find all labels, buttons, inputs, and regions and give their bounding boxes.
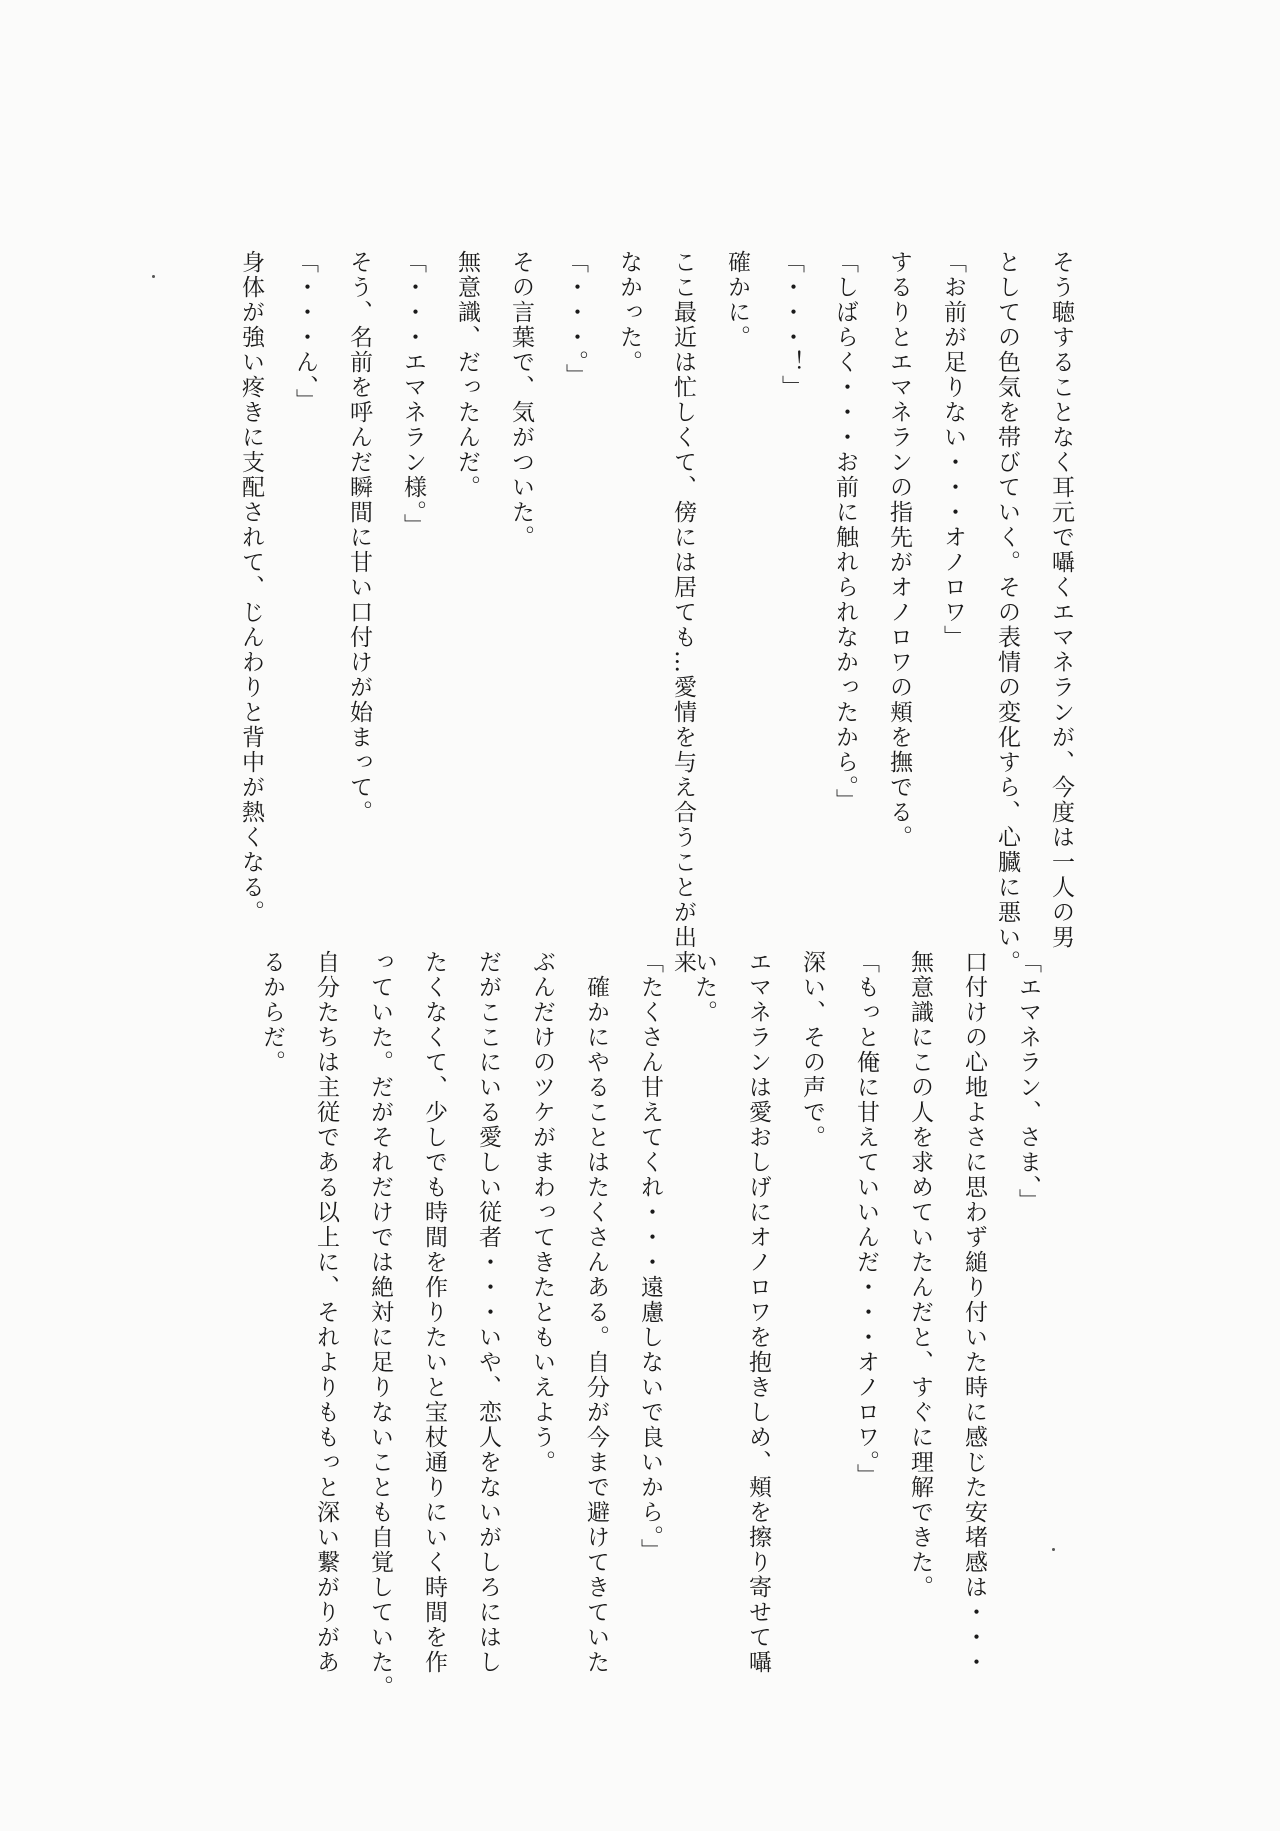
text-line: 確かに。 bbox=[724, 250, 750, 350]
text-line: エマネランは愛おしげにオノロワを抱きしめ、頬を擦り寄せて囁 bbox=[745, 950, 771, 1675]
text-line: 「もっと俺に甘えていいんだ・・・オノロワ。」 bbox=[853, 950, 879, 1489]
text-line: そう聴することなく耳元で囁くエマネランが、今度は一人の男 bbox=[1048, 250, 1074, 950]
lower-text-block bbox=[245, 950, 1055, 1700]
text-line: 口付けの心地よさに思わず縋り付いた時に感じた安堵感は・・・ bbox=[961, 950, 987, 1675]
text-line: 「・・・。」 bbox=[562, 250, 588, 389]
text-line: なかった。 bbox=[616, 250, 642, 375]
text-line: たくなくて、少しでも時間を作りたいと宝杖通りにいく時間を作 bbox=[421, 950, 447, 1675]
text-line: 「お前が足りない・・・オノロワ」 bbox=[940, 250, 966, 650]
text-line: ぶんだけのツケがまわってきたともいえよう。 bbox=[529, 950, 555, 1475]
text-line: だがここにいる愛しい従者・・・いや、恋人をないがしろにはし bbox=[475, 950, 501, 1675]
text-line: 自分たちは主従である以上に、それよりももっと深い繋がりがあ bbox=[313, 950, 339, 1675]
text-line: 「・・・！」 bbox=[778, 250, 804, 400]
text-line: 「たくさん甘えてくれ・・・遠慮しないで良いから。」 bbox=[637, 950, 663, 1564]
text-line: 確かにやることはたくさんある。自分が今まで避けてきていた bbox=[583, 950, 609, 1675]
text-line: そう、名前を呼んだ瞬間に甘い口付けが始まって。 bbox=[346, 250, 372, 825]
text-line: ここ最近は忙しくて、傍には居ても…愛情を与え合うことが出来 bbox=[670, 250, 696, 975]
text-line: 「・・・ん、」 bbox=[292, 250, 318, 414]
text-line: いた。 bbox=[691, 950, 717, 1025]
text-line: 「しばらく・・・お前に触れられなかったから。」 bbox=[832, 250, 858, 814]
text-line: 深い、その声で。 bbox=[799, 950, 825, 1150]
text-line: るからだ。 bbox=[259, 950, 285, 1075]
upper-text-block bbox=[224, 250, 1088, 975]
text-line: するりとエマネランの指先がオノロワの頬を撫でる。 bbox=[886, 250, 912, 850]
text-line: 無意識にこの人を求めていたんだと、すぐに理解できた。 bbox=[907, 950, 933, 1600]
text-line: っていた。だがそれだけでは絶対に足りないことも自覚していた。 bbox=[367, 950, 393, 1700]
text-line: としての色気を帯びていく。その表情の変化すら、心臓に悪い。 bbox=[994, 250, 1020, 975]
text-line: 無意識、だったんだ。 bbox=[454, 250, 480, 500]
text-line: 身体が強い疼きに支配されて、じんわりと背中が熱くなる。 bbox=[238, 250, 264, 925]
scan-speck bbox=[1052, 1548, 1055, 1551]
text-line: その言葉で、気がついた。 bbox=[508, 250, 534, 550]
text-line: 「・・・エマネラン様。」 bbox=[400, 250, 426, 539]
text-line: 「エマネラン、さま、」 bbox=[1015, 950, 1041, 1214]
scan-speck bbox=[152, 275, 155, 278]
